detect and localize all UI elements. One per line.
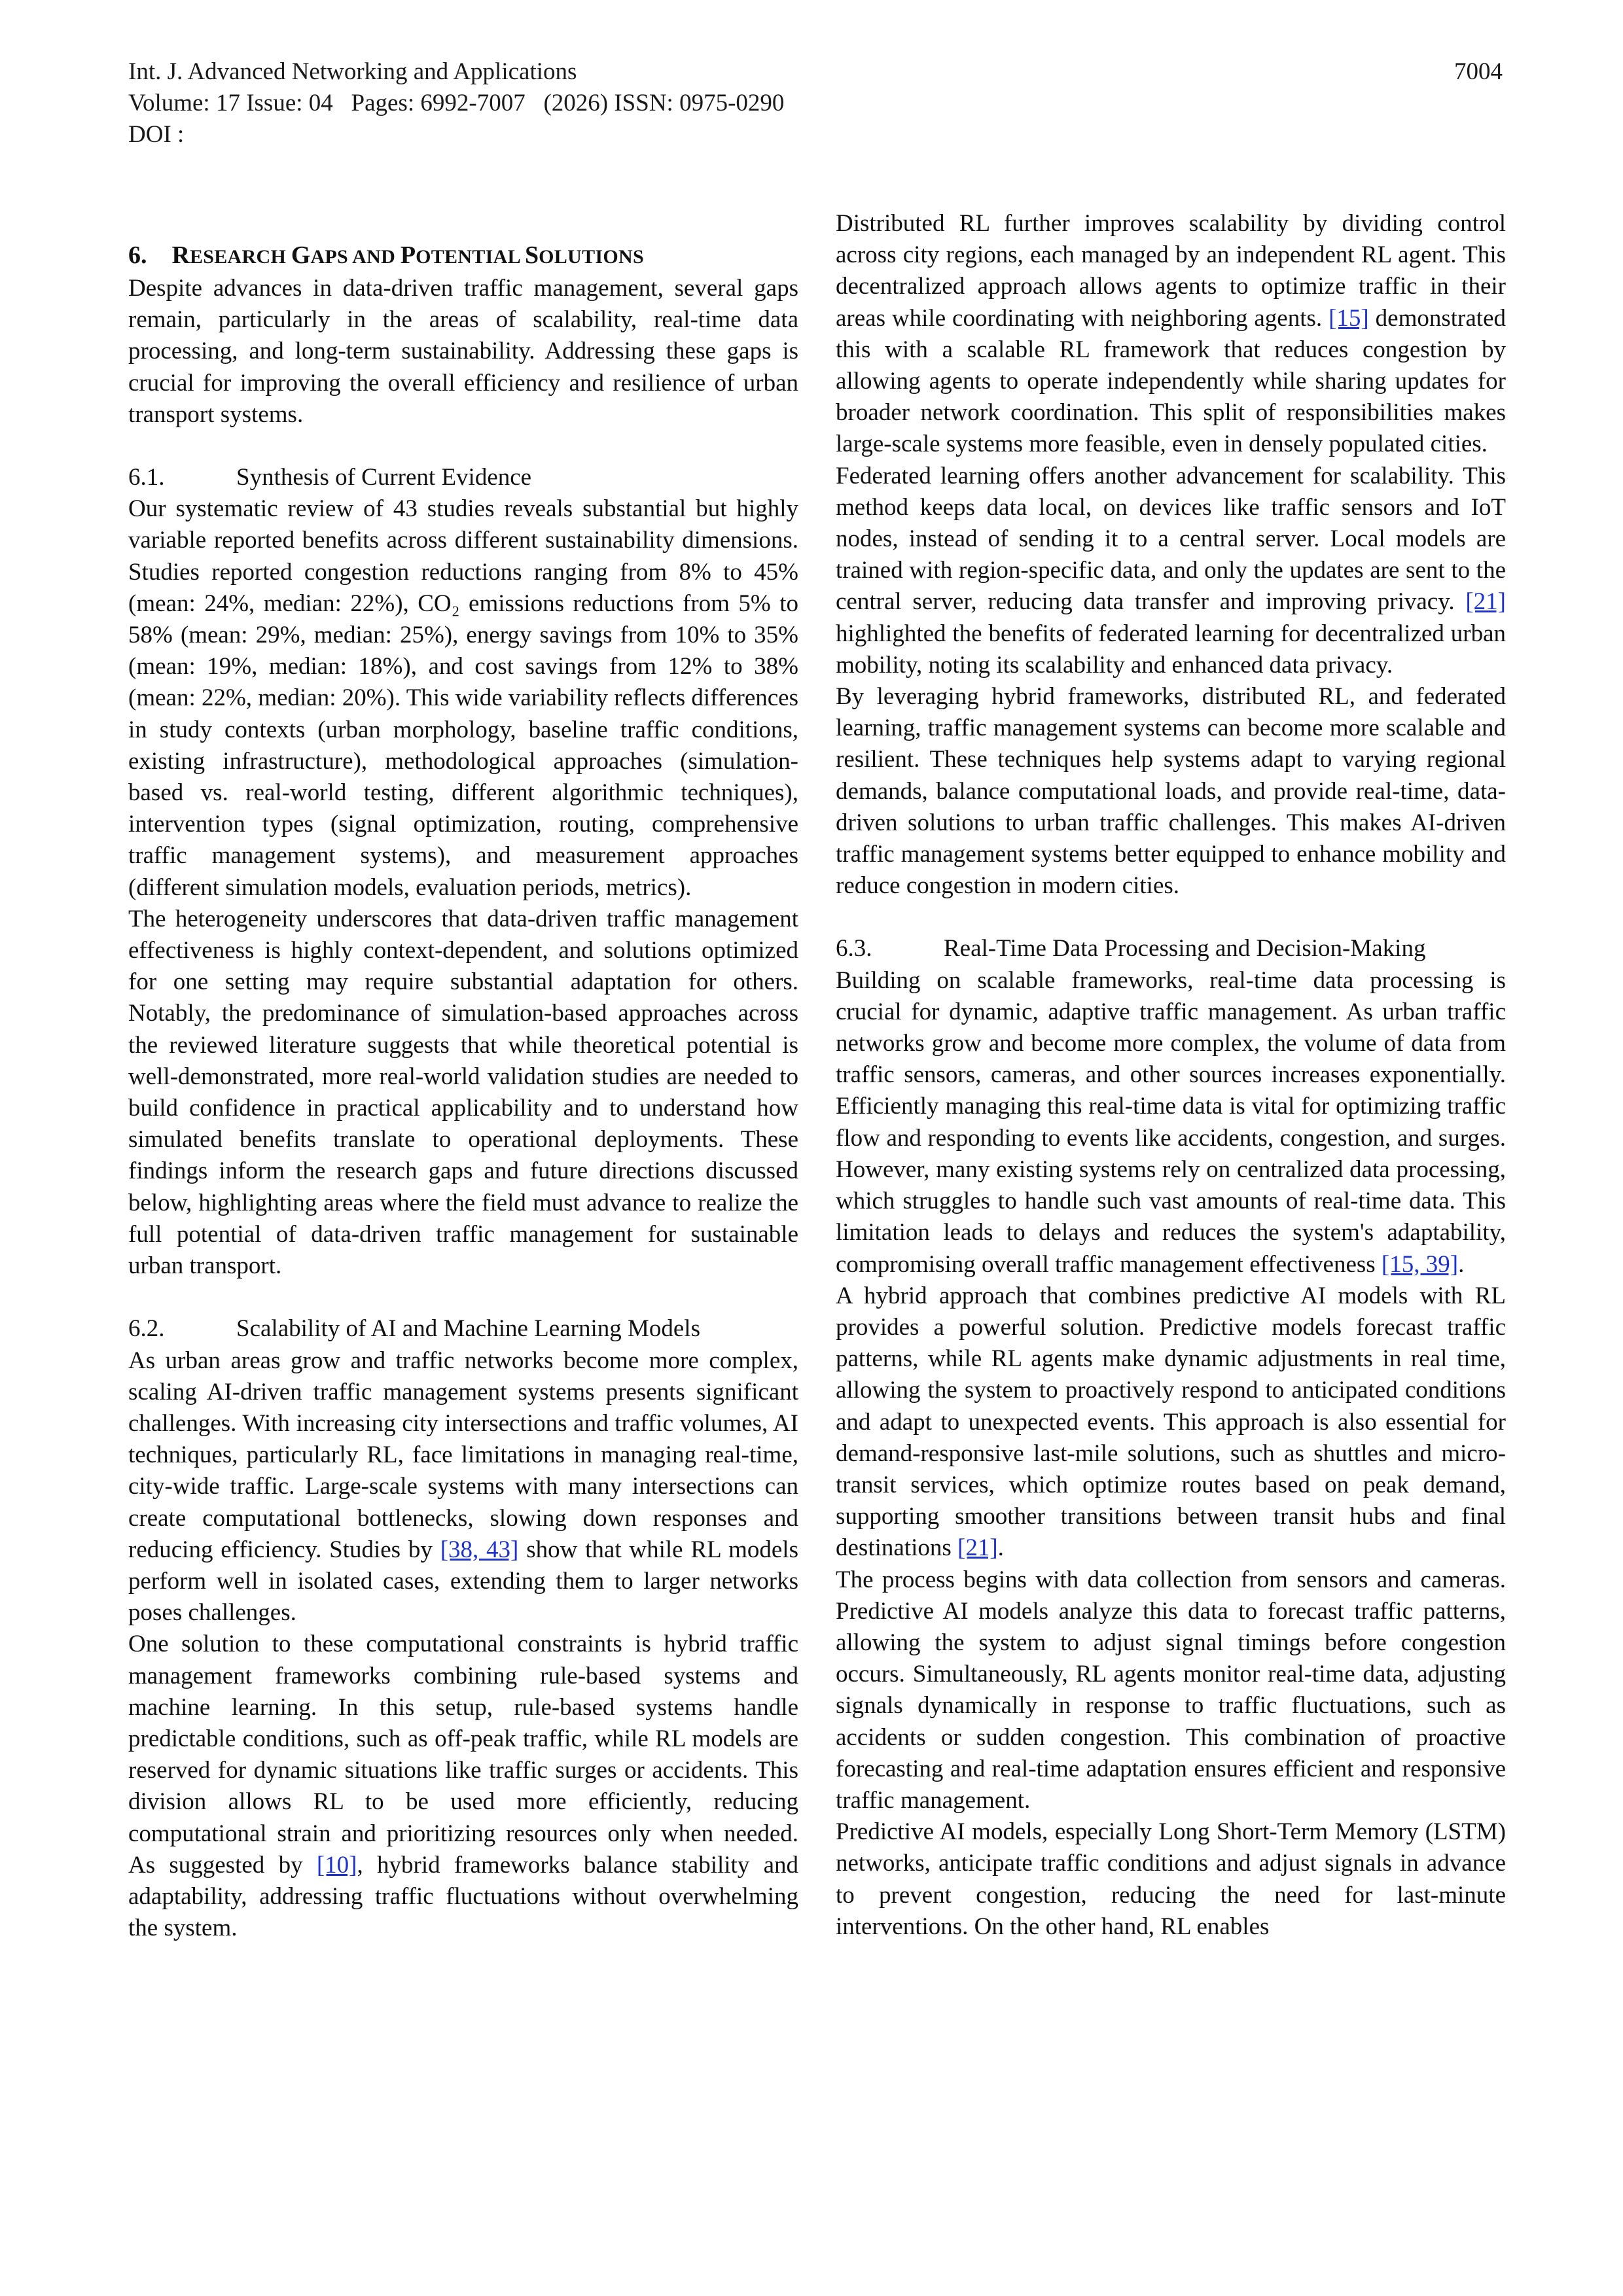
subsection-number: 6.3. bbox=[836, 935, 872, 963]
subsection-heading-6-1 bbox=[128, 462, 798, 493]
citation-link[interactable]: [15] bbox=[1329, 304, 1369, 332]
paragraph: As urban areas grow and traffic networks become more complex, scaling AI-driven traffic management systems presents significant challenges. With increasing city intersections and traffic volumes, AI techniques, particularly RL, face limitations in managing real-time, city-wide traffic. Large-scale systems with many intersections can create computational bottlenecks, slowing down responses and reducing efficiency. Studies by [38, 43] show that while RL models perform well in isolated cases, extending them to larger networks poses challenges. bbox=[128, 1347, 798, 1627]
section-heading: 6. RESEARCH GAPS AND POTENTIAL SOLUTIONS bbox=[128, 241, 644, 269]
paragraph: A hybrid approach that combines predictive AI models with RL provides a powerful solution. Predictive models forecast traffic patterns, while RL agents make dynamic adjustments in real time, allowing the system to proactively respond to anticipated conditions and adapt to unexpected events. This approach is also essential for demand-responsive last-mile solutions, such as shuttles and micro-transit services, which optimize routes based on peak demand, supporting smoother transitions between transit hubs and final destinations [21]. bbox=[836, 1282, 1506, 1562]
paragraph: Predictive AI models, especially Long Short-Term Memory (LSTM) networks, anticipate traffic conditions and adjust signals in advance to prevent congestion, reducing the need for last-minute interventions. On the other hand, RL enables bbox=[836, 1818, 1506, 1940]
paragraph: One solution to these computational constraints is hybrid traffic management frameworks combining rule-based systems and machine learning. In this setup, rule-based systems handle predictable conditions, such as off-peak traffic, while RL models are reserved for dynamic situations like traffic surges or accidents. This division allows RL to be used more efficiently, reducing computational strain and prioritizing resources only when needed. As suggested by [10], hybrid frameworks balance stability and adaptability, addressing traffic fluctuations without overwhelming the system. bbox=[128, 1631, 798, 1942]
paragraph: The process begins with data collection from sensors and cameras. Predictive AI models analyze this data to forecast traffic patterns, allowing the system to adjust signal timings before congestion occurs. Simultaneously, RL agents monitor real-time data, adjusting signals dynamically in response to traffic fluctuations, such as accidents or sudden congestion. This combination of proactive forecasting and real-time adaptation ensures efficient and responsive traffic management. bbox=[836, 1566, 1506, 1814]
citation-link[interactable]: [38, 43] bbox=[440, 1536, 519, 1563]
citation-link[interactable]: [10] bbox=[316, 1851, 357, 1879]
page-number: 7004 bbox=[1454, 58, 1503, 85]
paragraph: By leveraging hybrid frameworks, distributed RL, and federated learning, traffic management systems can become more scalable and resilient. These techniques help systems adapt to varying regional demands, balance computational loads, and provide real-time, data-driven solutions to urban traffic challenges. This makes AI-driven traffic management systems better equipped to enhance mobility and reduce congestion in modern cities. bbox=[836, 683, 1506, 900]
subsection-number: 6.1. bbox=[128, 464, 165, 491]
subsection-title: Synthesis of Current Evidence bbox=[236, 464, 532, 491]
paragraph: Federated learning offers another advancement for scalability. This method keeps data local, on devices like traffic sensors and IoT nodes, instead of sending it to a central server. Local models are trained with region-specific data, and only the updates are sent to the central server, reducing data transfer and improving privacy. [21] highlighted the benefits of federated learning for decentralized urban mobility, noting its scalability and enhanced data privacy. bbox=[836, 462, 1506, 679]
paragraph: Our systematic review of 43 studies reveals substantial but highly variable reported benefits across different sustainability dimensions. Studies reported congestion reductions ranging from 8% to 45% (mean: 24%, median: 22%), CO₂ emissions reductions from 5% to 58% (mean: 29%, median: 25%), energy savings from 10% to 35% (mean: 19%, median: 18%), and cost savings from 12% to 38% (mean: 22%, median: 20%). This wide variability reflects differences in study contexts (urban morphology, baseline traffic conditions, existing infrastructure), methodological approaches (simulation-based vs. real-world testing, different algorithmic techniques), intervention types (signal optimization, routing, comprehensive traffic management systems), and measurement approaches (different simulation models, evaluation periods, metrics). bbox=[128, 495, 799, 901]
subsection-number: 6.2. bbox=[128, 1315, 165, 1343]
journal-name: Int. J. Advanced Networking and Applications bbox=[128, 58, 577, 85]
citation-link[interactable]: [21] bbox=[1465, 588, 1506, 616]
citation-link[interactable]: [21] bbox=[957, 1534, 998, 1562]
paragraph: The heterogeneity underscores that data-driven traffic management effectiveness is highly context-dependent, and solutions optimized for one setting may require substantial adaptation for others. Notably, the predominance of simulation-based approaches across the reviewed literature suggests that while theoretical potential is well-demonstrated, more real-world validation studies are needed to build confidence in practical applicability and to understand how simulated benefits translate to operational deployments. These findings inform the research gaps and future directions discussed below, highlighting areas where the field must advance to realize the full potential of data-driven traffic management for sustainable urban transport. bbox=[128, 905, 798, 1280]
subsection-heading-6-2 bbox=[128, 1313, 798, 1345]
paragraph: Distributed RL further improves scalability by dividing control across city regions, each managed by an independent RL agent. This decentralized approach allows agents to optimize traffic in their areas while coordinating with neighboring agents. [15] demonstrated this with a scalable RL framework that reduces congestion by allowing agents to operate independently while sharing updates for broader network coordination. This split of responsibilities makes large-scale systems more feasible, even in densely populated cities. bbox=[836, 210, 1506, 458]
subsection-heading-6-3 bbox=[836, 933, 1506, 964]
right-column bbox=[836, 208, 1506, 1943]
citation-link[interactable]: [15, 39] bbox=[1381, 1250, 1459, 1278]
paragraph: Building on scalable frameworks, real-time data processing is crucial for dynamic, adaptive traffic management. As urban traffic networks grow and become more complex, the volume of data from traffic sensors, cameras, and other sources increases exponentially. Efficiently managing this real-time data is vital for optimizing traffic flow and responding to events like accidents, congestion, and surges. However, many existing systems rely on centralized data processing, which struggles to handle such vast amounts of real-time data. This limitation leads to delays and reduces the system's adaptability, compromising overall traffic management effectiveness [15, 39]. bbox=[836, 966, 1506, 1278]
section-number: 6. bbox=[128, 241, 147, 269]
volume-info: Volume: 17 Issue: 04 Pages: 6992-7007 (2026) ISSN: 0975-0290 bbox=[128, 90, 785, 116]
subsection-title: Scalability of AI and Machine Learning Models bbox=[236, 1315, 700, 1343]
doi-line: DOI : bbox=[128, 121, 185, 148]
left-column bbox=[128, 208, 798, 1944]
subsection-title: Real-Time Data Processing and Decision-Making bbox=[944, 935, 1426, 963]
section-intro: Despite advances in data-driven traffic management, several gaps remain, particularly in the areas of scalability, real-time data processing, and long-term sustainability. Addressing these gaps is crucial for improving the overall efficiency and resilience of urban transport systems. bbox=[128, 275, 798, 428]
running-header bbox=[128, 56, 1503, 150]
